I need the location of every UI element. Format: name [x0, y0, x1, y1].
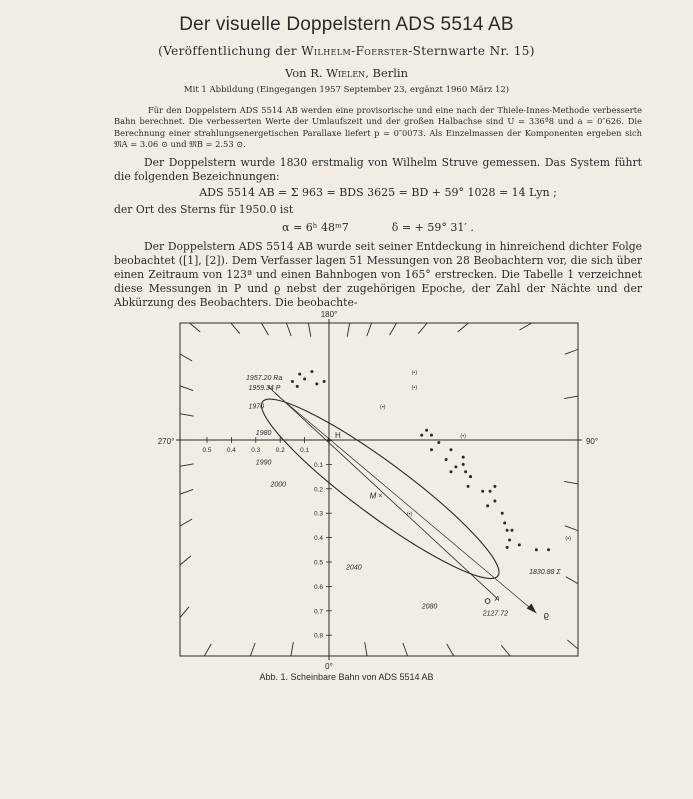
bracketed-observation: (•): [406, 511, 413, 518]
paragraph-intro: Der Doppelstern wurde 1830 erstmalig von Wilhelm Struve gemessen. Das System führt die folgenden Bezeichnungen:: [114, 156, 642, 183]
observation-point: [425, 429, 428, 432]
node-label: ϱ: [543, 610, 549, 621]
star-location-text: der Ort des Sterns für 1950.0 ist: [114, 203, 294, 216]
coord-alpha: α = 6ʰ 48ᵐ7: [282, 221, 349, 234]
angle-tick: [231, 323, 240, 334]
scale-label-v: 0.3: [313, 510, 323, 518]
angle-tick: [180, 556, 191, 565]
author-prefix: Von R.: [284, 66, 323, 80]
observation-point: [315, 382, 318, 385]
compass-label-left: 270°: [157, 437, 175, 446]
observation-point: [430, 448, 433, 451]
angle-tick: [520, 323, 532, 330]
observation-point: [450, 448, 453, 451]
observation-point: [454, 465, 457, 468]
observation-point: [486, 504, 489, 507]
angle-tick: [447, 644, 454, 656]
observation-point: [493, 485, 496, 488]
bracketed-observation: (•): [460, 433, 466, 440]
angle-tick: [180, 354, 192, 361]
scale-label-v: 0.4: [313, 535, 323, 543]
angle-tick: [458, 323, 469, 332]
angle-tick: [565, 349, 578, 354]
scale-label-h: 0.3: [251, 447, 261, 454]
observation-point: [506, 546, 509, 549]
angle-tick: [180, 386, 193, 391]
observation-point: [462, 456, 465, 459]
observation-point: [489, 490, 492, 493]
observation-point: [310, 370, 313, 373]
observation-point: [445, 458, 448, 461]
angle-tick: [291, 642, 293, 656]
angle-tick: [180, 464, 194, 466]
scale-label-h: 0.2: [275, 447, 285, 454]
subtitle-prefix: (Veröffentlichung der: [158, 44, 297, 58]
compass-label-bottom: 0°: [325, 662, 333, 671]
epoch-label: 2127.72: [482, 610, 509, 618]
compass-label-right: 90°: [585, 437, 599, 446]
origin-dot: [327, 438, 330, 441]
subtitle-suffix: -Sternwarte Nr. 15): [408, 44, 535, 58]
angle-tick: [564, 481, 578, 483]
center-cross: ×: [377, 492, 383, 500]
observation-point: [535, 548, 538, 551]
angle-tick: [567, 640, 578, 649]
epoch-label: 2040: [346, 564, 362, 572]
bracketed-observation: (•): [565, 536, 571, 543]
epoch-label: 1830.88 Σ: [529, 569, 561, 577]
designation-equation: ADS 5514 AB = Σ 963 = BDS 3625 = BD + 59° 1028 = 14 Lyn ;: [199, 186, 557, 199]
bracketed-observation: (•): [411, 370, 418, 377]
observation-point: [430, 434, 433, 437]
observation-point: [469, 475, 472, 478]
epoch-label: 1957.20 Ra: [246, 375, 283, 383]
scale-label-v: 0.5: [313, 559, 323, 567]
observation-point: [467, 485, 470, 488]
scale-label-v: 0.8: [313, 632, 323, 640]
angle-tick: [180, 607, 189, 618]
scale-label-v: 0.1: [313, 461, 323, 469]
author-name: Wielen: [326, 66, 366, 80]
epoch-label: 2080: [421, 603, 438, 611]
paragraph-observations: Der Doppelstern ADS 5514 AB wurde seit seiner Entdeckung in hinreichend dichter Folge beobachtet ([1], [2]). Dem Verfasser lagen 51 Messungen von 28 Beobachtern vor, die sich über einen Zeitraum von 123ª und einen Bahnbogen von 165° erstrecken. Die Tabelle 1 verzeichnet diese Messungen in P und ϱ nebst der zugehörigen Epoche, der Zahl der Nächte und der Abkürzung des Beobachters. Die beobachte-: [114, 240, 642, 309]
epoch-label: 1959.34 P: [248, 384, 281, 392]
observation-point: [508, 539, 511, 542]
angle-tick: [403, 643, 408, 656]
epoch-label: A: [494, 596, 500, 604]
observation-point: [323, 380, 326, 383]
node-arrowhead: [527, 603, 537, 613]
angle-tick: [250, 643, 255, 656]
angle-tick: [180, 519, 192, 526]
author-suffix: , Berlin: [365, 66, 409, 80]
epoch-label: 2000: [270, 481, 287, 489]
angle-tick: [565, 526, 578, 531]
origin-label: H: [335, 431, 341, 440]
observation-point: [493, 500, 496, 503]
observation-point: [503, 521, 506, 524]
angle-tick: [566, 577, 578, 584]
subtitle-observatory: Wilhelm-Foerster: [301, 44, 409, 58]
coord-delta: δ = + 59° 31′ .: [391, 221, 474, 234]
observation-point: [303, 378, 306, 381]
angle-tick: [190, 323, 201, 332]
bracketed-observation: (•): [379, 404, 386, 411]
epoch-label: 1980: [255, 430, 272, 438]
angle-tick: [418, 323, 427, 334]
observation-point: [291, 380, 294, 383]
observation-point: [481, 490, 484, 493]
orbit-ellipse: [247, 380, 514, 597]
observation-point: [518, 543, 521, 546]
angle-tick: [367, 323, 372, 336]
scale-label-h: 0.4: [226, 447, 236, 454]
observation-point: [506, 529, 509, 532]
scale-label-h: 0.1: [300, 447, 310, 454]
epoch-label: 1970: [248, 403, 265, 411]
observation-point: [298, 373, 301, 376]
scale-label-h: 0.5: [202, 447, 212, 454]
angle-tick: [564, 396, 578, 398]
angle-tick: [204, 644, 211, 656]
observation-point: [464, 470, 467, 473]
figure-caption: Abb. 1. Scheinbare Bahn von ADS 5514 AB: [259, 672, 434, 682]
observation-point: [511, 529, 514, 532]
angle-tick: [501, 645, 510, 656]
article-title: Der visuelle Doppelstern ADS 5514 AB: [179, 14, 514, 35]
compass-label-top: 180°: [320, 310, 338, 319]
abstract: Für den Doppelstern ADS 5514 AB werden eine provisorische und eine nach der Thiele-Innes-Methode verbesserte Bahn berechnet. Die verbesserten Werte der Umlaufszeit und der großen Halbachse sind U = 336ª8 und a = 0″626. Die Berechnung einer strahlungsenergetischen Parallaxe liefert p = 0″0073. Als Einzelmassen der Komponenten ergeben sich 𝔐A = 3.06 ⊙ und 𝔐B = 2.53 ⊙.: [114, 105, 642, 150]
angle-tick: [180, 489, 193, 494]
received-note: Mit 1 Abbildung (Eingegangen 1957 September 23, ergänzt 1960 März 12): [183, 85, 510, 95]
observation-point: [420, 434, 423, 437]
bracketed-observation: (•): [411, 384, 418, 391]
scale-label-v: 0.6: [313, 583, 323, 591]
periastron-marker: [485, 599, 490, 604]
angle-tick: [365, 642, 367, 656]
observation-point: [437, 441, 440, 444]
angle-tick: [308, 323, 310, 337]
angle-tick: [347, 323, 349, 337]
angle-tick: [180, 414, 194, 416]
observation-point: [462, 463, 465, 466]
observation-point: [296, 385, 299, 388]
observation-point: [450, 470, 453, 473]
center-label: M: [369, 491, 377, 501]
angle-tick: [286, 323, 291, 336]
scale-label-v: 0.2: [313, 486, 323, 494]
angle-tick: [261, 323, 268, 335]
node-line: [275, 394, 536, 614]
observation-point: [501, 512, 504, 515]
scale-label-v: 0.7: [313, 608, 323, 616]
observation-point: [547, 548, 550, 551]
angle-tick: [390, 323, 397, 335]
epoch-label: 1990: [255, 459, 272, 467]
